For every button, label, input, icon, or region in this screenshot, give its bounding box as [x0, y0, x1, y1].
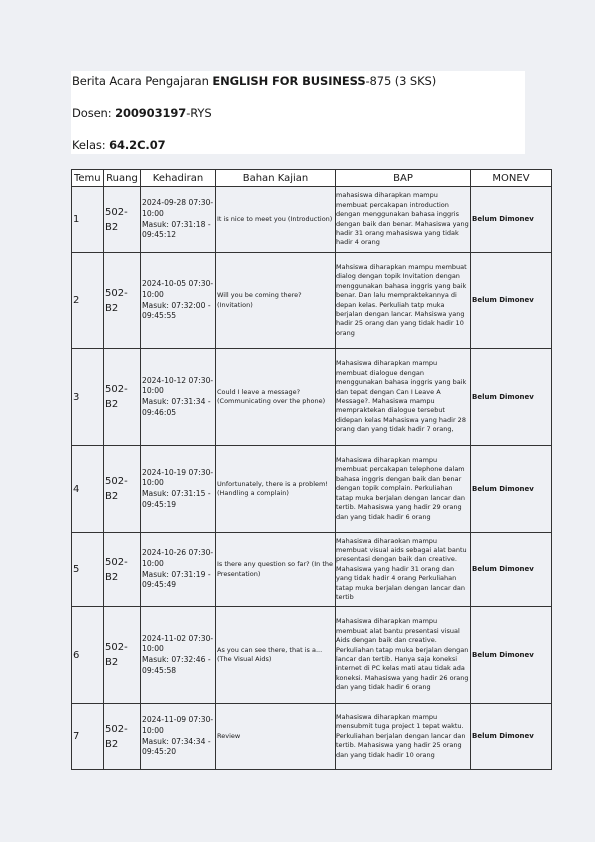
report-header	[71, 71, 525, 154]
cell-ruang: 502-B2	[104, 533, 141, 607]
schedule-text: 2024-09-28 07:30-10:00	[142, 198, 214, 218]
cell-bahan-kajian: Review	[216, 704, 336, 770]
cell-kehadiran	[141, 187, 216, 253]
class-name: 64.2C.07	[109, 138, 166, 152]
cell-bap: Mahasiswa diharapkan mampu membuat dialogue dengan menggunakan bahasa inggris yang baik dan tepat dengan Can I Leave A Message?. Mahasiswa mampu mempraktekan dialogue tersebut didepan kelas Mahasiswa yang hadir 28 orang dan yang tidak hadir 7 orang,	[336, 349, 471, 446]
cell-ruang: 502-B2	[104, 187, 141, 253]
cell-ruang: 502-B2	[104, 446, 141, 533]
cell-temu: 3	[72, 349, 104, 446]
col-header-temu: Temu	[72, 170, 104, 187]
cell-kehadiran	[141, 704, 216, 770]
course-name: ENGLISH FOR BUSINESS	[212, 74, 366, 88]
cell-temu: 1	[72, 187, 104, 253]
col-header-ruang: Ruang	[104, 170, 141, 187]
col-header-bahan-kajian: Bahan Kajian	[216, 170, 336, 187]
table-row	[72, 349, 552, 446]
lecturer-line: Dosen: 200903197-RYS	[72, 106, 212, 120]
cell-temu: 7	[72, 704, 104, 770]
table-row	[72, 533, 552, 607]
schedule-text: 2024-11-02 07:30-10:00	[142, 633, 214, 654]
table-row	[72, 446, 552, 533]
class-line: Kelas: 64.2C.07	[72, 138, 166, 152]
lecturer-id: 200903197	[115, 106, 187, 120]
col-header-monev: MONEV	[471, 170, 552, 187]
cell-bahan-kajian: As you can see there, that is a... (The Visual Aids)	[216, 607, 336, 704]
cell-bahan-kajian: It is nice to meet you (Introduction)	[216, 187, 336, 253]
cell-bap: Mahasiswa diharaokan mampu membuat visual aids sebagai alat bantu presentasi dengan baik dan creative. Mahasiswa yang hadir 31 orang dan yang tidak hadir 4 orang Perkuliahan tatap muka berjalan dengan lancar dan tertib	[336, 533, 471, 607]
cell-temu: 6	[72, 607, 104, 704]
cell-bap: Mahasiswa diharapkan mampu membuat percakapan telephone dalam bahasa inggris dengan baik dan benar dengan topik complain. Perkuliahan tatap muka berjalan dengan lancar dan tertib. Mahasiswa yang hadir 29 orang dan yang tidak hadir 6 orang	[336, 446, 471, 533]
cell-kehadiran	[141, 349, 216, 446]
checkin-text: Masuk: 07:31:19 - 09:45:49	[142, 569, 211, 590]
cell-monev: Belum Dimonev	[471, 446, 552, 533]
col-header-bap: BAP	[336, 170, 471, 187]
cell-monev: Belum Dimonev	[471, 187, 552, 253]
checkin-text: Masuk: 07:31:18 - 09:45:12	[142, 219, 211, 240]
cell-monev: Belum Dimonev	[471, 533, 552, 607]
col-header-kehadiran: Kehadiran	[141, 170, 216, 187]
cell-kehadiran	[141, 533, 216, 607]
checkin-text: Masuk: 07:32:46 - 09:45:58	[142, 655, 211, 675]
cell-bap: Mahasiswa diharapkan mampu membuat alat bantu presentasi visual Aids dengan baik dan creative. Perkuliahan tatap muka berjalan dengan lancar dan tertib. Hanya saja koneksi internet di PC kelas mati atau tidak ada koneksi. Mahasiswa yang hadir 26 orang dan yang tidak hadir 6 orang	[336, 607, 471, 704]
cell-monev: Belum Dimonev	[471, 607, 552, 704]
table-row	[72, 704, 552, 770]
cell-monev: Belum Dimonev	[471, 704, 552, 770]
cell-bahan-kajian: Could I leave a message? (Communicating over the phone)	[216, 349, 336, 446]
schedule-text: 2024-10-12 07:30-10:00	[142, 375, 214, 396]
cell-bap: mahasiswa diharapkan mampu membuat percakapan introduction dengan menggunakan bahasa inggris dengan baik dan benar. Mahasiswa yang hadir 31 orang mahasiswa yang tidak hadir 4 orang	[336, 187, 471, 253]
cell-ruang: 502-B2	[104, 704, 141, 770]
cell-bap: Mahasiswa diharapkan mampu mensubmit tuga project 1 tepat waktu. Perkuliahan berjalan dengan lancar dan tertib. Mahasiswa yang hadir 25 orang dan yang tidak hadir 10 orang	[336, 704, 471, 770]
checkin-text: Masuk: 07:31:34 - 09:46:05	[142, 397, 211, 417]
cell-bahan-kajian: Will you be coming there? (Invitation)	[216, 253, 336, 349]
checkin-text: Masuk: 07:31:15 - 09:45:19	[142, 489, 211, 509]
cell-bahan-kajian: Unfortunately, there is a problem! (Handling a complain)	[216, 446, 336, 533]
cell-temu: 5	[72, 533, 104, 607]
cell-temu: 2	[72, 253, 104, 349]
schedule-text: 2024-10-05 07:30-10:00	[142, 279, 214, 299]
schedule-text: 2024-10-19 07:30-10:00	[142, 467, 214, 488]
schedule-text: 2024-11-09 07:30-10:00	[142, 715, 214, 735]
cell-temu: 4	[72, 446, 104, 533]
cell-ruang: 502-B2	[104, 607, 141, 704]
schedule-text: 2024-10-26 07:30-10:00	[142, 548, 214, 568]
cell-bap: Mahsiswa diharapkan mampu membuat dialog dengan topik Invitation dengan menggunakan bahasa inggris yang baik benar. Dan lalu mempraktekannya di depan kelas. Perkuliah tatp muka berjalan dengan lancar. Mahsiswa yang hadir 25 orang dan yang tidak hadir 10 orang	[336, 253, 471, 349]
checkin-text: Masuk: 07:34:34 - 09:45:20	[142, 736, 211, 757]
cell-bahan-kajian: Is there any question so far? (In the Presentation)	[216, 533, 336, 607]
cell-kehadiran	[141, 446, 216, 533]
table-header-row	[72, 170, 552, 187]
report-title: Berita Acara Pengajaran ENGLISH FOR BUSINESS-875 (3 SKS)	[72, 74, 437, 88]
checkin-text: Masuk: 07:32:00 - 09:45:55	[142, 300, 211, 321]
cell-ruang: 502-B2	[104, 253, 141, 349]
table-row	[72, 187, 552, 253]
table-row	[72, 607, 552, 704]
cell-kehadiran	[141, 253, 216, 349]
cell-ruang: 502-B2	[104, 349, 141, 446]
cell-monev: Belum Dimonev	[471, 253, 552, 349]
attendance-table	[71, 169, 552, 770]
cell-kehadiran	[141, 607, 216, 704]
table-row	[72, 253, 552, 349]
cell-monev: Belum Dimonev	[471, 349, 552, 446]
